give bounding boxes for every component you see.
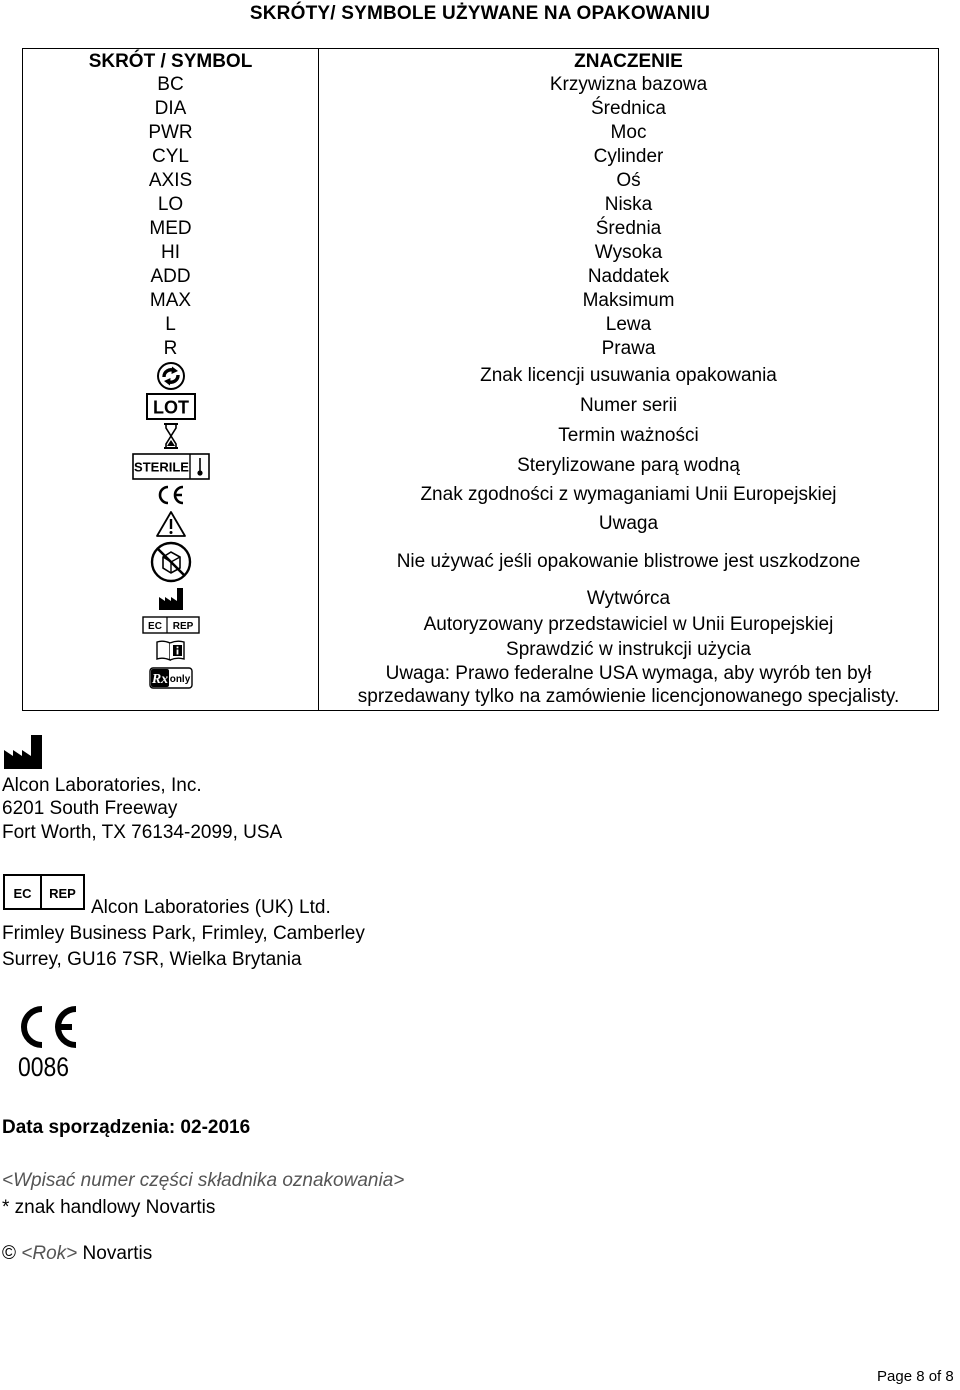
rx-label: Rx <box>151 672 168 687</box>
table-cell-symbol: BC <box>157 74 184 95</box>
rx-only-icon <box>149 667 193 689</box>
table-cell-symbol: PWR <box>148 122 193 143</box>
symbol-column <box>23 49 319 711</box>
ce-mark-icon <box>156 484 186 506</box>
ec-label: EC <box>13 886 32 901</box>
manufacturer-icon <box>3 734 43 770</box>
table-row <box>23 49 939 711</box>
table-cell-symbol: HI <box>161 242 180 263</box>
table-cell-meaning: Cylinder <box>593 146 664 167</box>
part-number-placeholder: <Wpisać numer części składnika oznakowania> <box>2 1170 405 1191</box>
table-cell-meaning: Znak licencji usuwania opakowania <box>480 365 777 386</box>
ec-rep-address-line: Frimley Business Park, Frimley, Camberley <box>2 923 365 944</box>
manufacturer-address-line: 6201 South Freeway <box>2 798 178 819</box>
table-cell-meaning: Uwaga: Prawo federalne USA wymaga, aby wyrób ten był <box>385 662 872 684</box>
ec-label: EC <box>147 620 162 632</box>
table-cell-meaning: Oś <box>616 170 641 191</box>
ec-rep-name: Alcon Laboratories (UK) Ltd. <box>91 897 331 918</box>
hourglass-icon <box>162 422 180 450</box>
meaning-column-header: ZNACZENIE <box>574 51 683 72</box>
ec-rep-icon <box>3 874 85 910</box>
table-cell-meaning: Naddatek <box>587 266 670 287</box>
table-cell-meaning: Uwaga <box>598 513 659 534</box>
table-cell-meaning: Niska <box>604 194 653 215</box>
table-cell-symbol: ADD <box>150 266 191 287</box>
table-cell-meaning: Prawa <box>601 338 656 359</box>
only-label: only <box>169 674 190 685</box>
table-cell-symbol: MED <box>149 218 192 239</box>
table-cell-symbol: MAX <box>149 290 192 311</box>
warning-icon <box>155 510 187 538</box>
notified-body-number: 0086 <box>18 1052 70 1082</box>
meaning-column <box>319 49 939 711</box>
table-cell-symbol: L <box>165 314 176 335</box>
table-cell-meaning: Nie używać jeśli opakowanie blistrowe jest uszkodzone <box>396 551 861 572</box>
table-cell-symbol: CYL <box>152 146 189 167</box>
rep-label: REP <box>49 886 76 901</box>
copyright-symbol: © <box>2 1243 16 1264</box>
green-dot-icon <box>157 362 185 390</box>
table-cell-symbol: DIA <box>154 98 187 119</box>
table-cell-symbol: R <box>163 338 178 359</box>
table-cell-meaning: Wytwórca <box>586 587 671 609</box>
table-cell-symbol: LO <box>157 194 184 215</box>
lot-icon <box>146 393 196 420</box>
symbol-column-header: SKRÓT / SYMBOL <box>88 51 253 72</box>
table-cell-meaning: Sterylizowane parą wodną <box>517 455 740 476</box>
table-cell-meaning: Znak zgodności z wymaganiami Unii Europejskiej <box>420 484 837 505</box>
page-number: Page 8 of 8 <box>877 1368 954 1385</box>
instructions-icon <box>155 639 187 661</box>
table-cell-meaning: Średnia <box>595 218 662 239</box>
table-cell-meaning: Sprawdzić w instrukcji użycia <box>506 638 751 660</box>
table-cell-meaning: Maksimum <box>582 290 675 311</box>
copyright-owner: Novartis <box>82 1243 153 1264</box>
trademark-note: * znak handlowy Novartis <box>2 1197 216 1218</box>
table-cell-meaning: Średnica <box>591 98 666 119</box>
preparation-date: Data sporządzenia: 02-2016 <box>2 1117 251 1138</box>
table-cell-meaning: Wysoka <box>594 242 663 263</box>
ec-rep-address-line: Surrey, GU16 7SR, Wielka Brytania <box>2 949 302 970</box>
table-cell-meaning: Krzywizna bazowa <box>549 74 708 95</box>
table-cell-meaning: Termin ważności <box>558 425 699 446</box>
table-cell-meaning: sprzedawany tylko na zamówienie licencjonowanego specjalisty. <box>357 685 900 707</box>
sterile-icon <box>132 453 210 480</box>
table-cell-meaning: Autoryzowany przedstawiciel w Unii Europejskiej <box>423 613 834 635</box>
lot-label: LOT <box>152 397 189 417</box>
page-title: SKRÓTY/ SYMBOLE UŻYWANE NA OPAKOWANIU <box>249 3 711 24</box>
symbols-table <box>22 48 939 711</box>
sterile-label: STERILE <box>133 459 189 474</box>
copyright-line <box>2 1242 152 1266</box>
manufacturer-name: Alcon Laboratories, Inc. <box>2 775 202 796</box>
table-cell-meaning: Lewa <box>605 314 652 335</box>
table-cell-meaning: Numer serii <box>579 395 678 416</box>
table-cell-symbol: AXIS <box>148 170 193 191</box>
do-not-use-damaged-icon <box>150 541 192 583</box>
year-placeholder: <Rok> <box>21 1243 78 1264</box>
manufacturer-icon <box>158 587 184 611</box>
ce-mark-icon <box>12 1004 82 1050</box>
table-cell-meaning: Moc <box>610 122 647 143</box>
manufacturer-address-line: Fort Worth, TX 76134-2099, USA <box>2 822 283 843</box>
ec-rep-icon <box>142 616 200 634</box>
rep-label: REP <box>172 620 193 632</box>
